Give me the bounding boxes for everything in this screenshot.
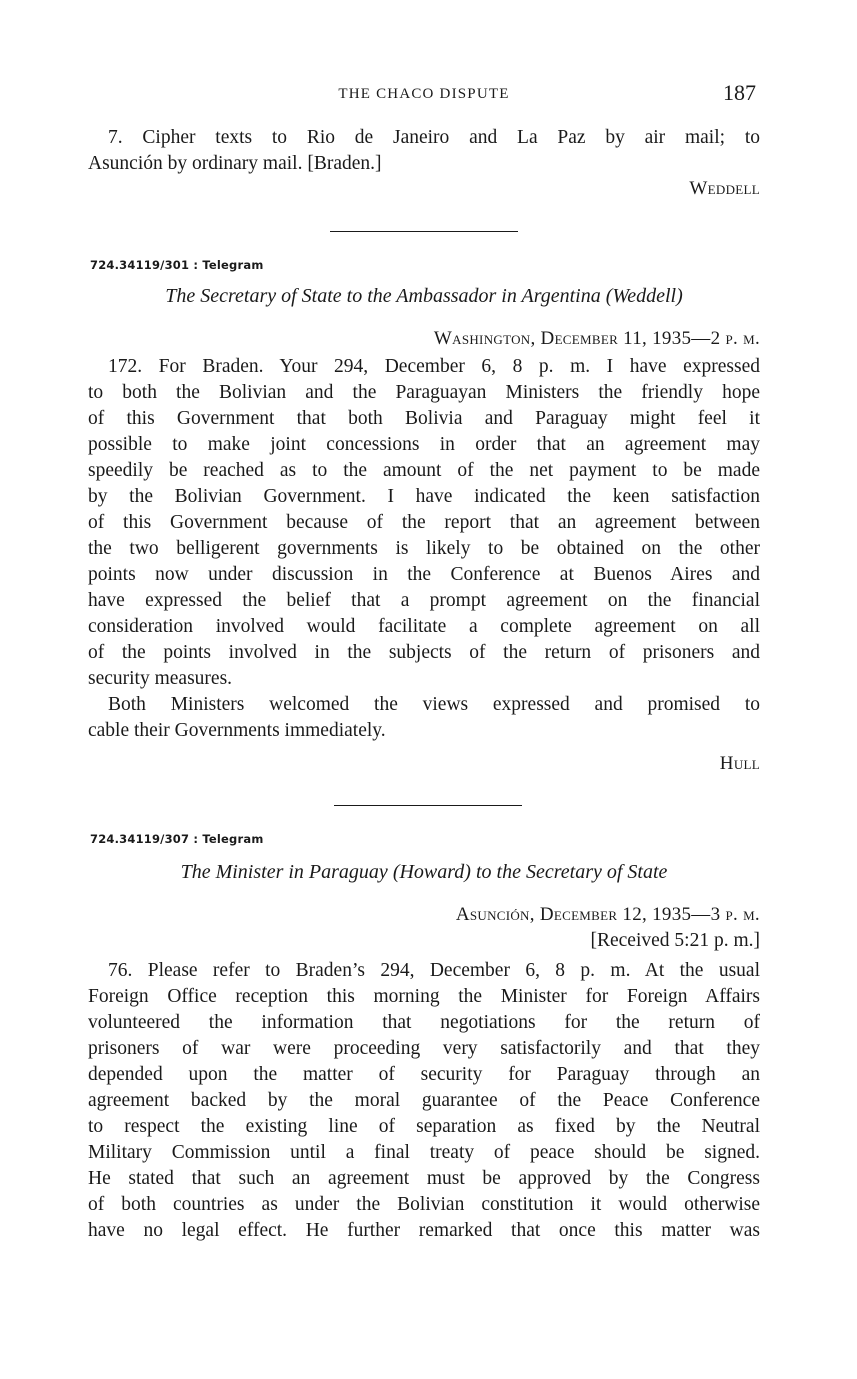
received-note: [Received 5:21 p. m.]: [590, 930, 760, 951]
text-line: Asunción by ordinary mail. [Braden.]: [88, 153, 382, 174]
heading-paren: (Weddell): [605, 285, 683, 307]
text-line: Both Ministers welcomed the views expressed and promised to: [108, 694, 760, 715]
text-line: consideration involved would facilitate a complete agreement on all: [88, 616, 760, 637]
heading-text: The Minister in Paraguay: [180, 861, 388, 883]
text-line: He stated that such an agreement must be approved by the Congress: [88, 1168, 760, 1189]
text-line: of the points involved in the subjects of the return of prisoners and: [88, 642, 760, 663]
text-line: have no legal effect. He further remarked that once this matter was: [88, 1220, 760, 1241]
signature-weddell: Weddell: [689, 178, 760, 199]
text-line: of both countries as under the Bolivian constitution it would otherwise: [88, 1194, 760, 1215]
section-divider: [334, 805, 522, 806]
section-divider: [330, 231, 518, 232]
text-line: Military Commission until a final treaty of peace should be signed.: [88, 1142, 760, 1163]
file-reference: 724.34119/301 : Telegram: [90, 258, 264, 272]
text-line: agreement backed by the moral guarantee of the Peace Conference: [88, 1090, 760, 1111]
document-heading: [88, 283, 760, 309]
page-number: 187: [723, 80, 756, 105]
text-line: have expressed the belief that a prompt agreement on the financial: [88, 590, 760, 611]
text-line: to both the Bolivian and the Paraguayan Ministers the friendly hope: [88, 382, 760, 403]
text-line: of this Government that both Bolivia and Paraguay might feel it: [88, 408, 760, 429]
file-reference: 724.34119/307 : Telegram: [90, 832, 264, 846]
text-line: cable their Governments immediately.: [88, 720, 386, 741]
text-line: to respect the existing line of separation as fixed by the Neutral: [88, 1116, 760, 1137]
text-line: of this Government because of the report that an agreement between: [88, 512, 760, 533]
heading-paren: (Howard): [392, 861, 471, 883]
heading-text: to the Secretary of State: [475, 861, 668, 883]
heading-text: The Secretary of State to the Ambassador in Argentina: [165, 285, 601, 307]
text-line: possible to make joint concessions in order that an agreement may: [88, 434, 760, 455]
text-line: the two belligerent governments is likely to be obtained on the other: [88, 538, 760, 559]
text-line: points now under discussion in the Conference at Buenos Aires and: [88, 564, 760, 585]
running-header: [88, 80, 760, 108]
text-line: depended upon the matter of security for Paraguay through an: [88, 1064, 760, 1085]
document-heading: [88, 859, 760, 885]
text-line: prisoners of war were proceeding very satisfactorily and that they: [88, 1038, 760, 1059]
text-line: 172. For Braden. Your 294, December 6, 8 p. m. I have expressed: [108, 356, 760, 377]
dateline: Asunción, December 12, 1935—3 p. m.: [455, 904, 760, 925]
text-line: volunteered the information that negotiations for the return of: [88, 1012, 760, 1033]
text-line: by the Bolivian Government. I have indicated the keen satisfaction: [88, 486, 760, 507]
running-title: THE CHACO DISPUTE: [338, 86, 510, 102]
signature-hull: Hull: [719, 753, 760, 774]
text-line: 76. Please refer to Braden’s 294, December 6, 8 p. m. At the usual: [108, 960, 760, 981]
text-line: 7. Cipher texts to Rio de Janeiro and La Paz by air mail; to: [108, 127, 760, 148]
text-line: security measures.: [88, 668, 233, 689]
dateline: Washington, December 11, 1935—2 p. m.: [433, 328, 760, 349]
text-line: Foreign Office reception this morning the Minister for Foreign Affairs: [88, 986, 760, 1007]
text-line: speedily be reached as to the amount of the net payment to be made: [88, 460, 760, 481]
